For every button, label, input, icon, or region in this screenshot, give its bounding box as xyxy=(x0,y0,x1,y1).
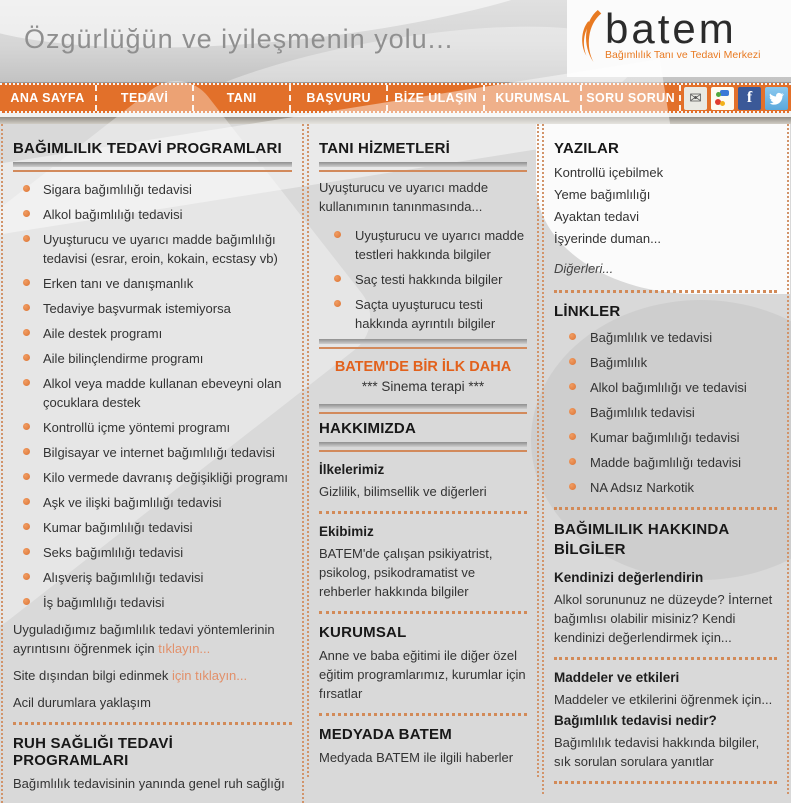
bullet-icon xyxy=(569,483,576,490)
header xyxy=(0,0,791,83)
diagnosis-list xyxy=(319,226,527,333)
treatment-list-item[interactable]: Uyuşturucu ve uyarıcı madde bağımlılığı tedavisi (esrar, eroin, kokain, ecstasy vb) xyxy=(13,230,292,268)
treatment-list-item[interactable]: Tedaviye başvurmak istemiyorsa xyxy=(13,299,292,318)
google-buzz-icon[interactable] xyxy=(711,87,734,110)
mental-health-text: Bağımlılık tedavisinin yanında genel ruh sağlığı xyxy=(13,776,285,791)
logo-text: batem xyxy=(605,5,737,52)
diagnosis-list-item[interactable]: Saç testi hakkında bilgiler xyxy=(319,270,527,289)
note-paragraph: Site dışından bilgi edinmek için tıklayın... xyxy=(13,668,248,683)
nav-social-icons xyxy=(681,85,791,111)
links-list xyxy=(554,328,777,497)
section-divider-bar xyxy=(319,404,527,409)
dotted-divider xyxy=(319,511,527,514)
treatment-list-item[interactable]: Aile bilinçlendirme programı xyxy=(13,349,292,368)
what-is-treatment-heading[interactable]: Bağımlılık tedavisi nedir? xyxy=(554,713,717,728)
treatment-list-item[interactable]: Kilo vermede davranış değişikliği programı xyxy=(13,468,292,487)
bullet-icon xyxy=(569,408,576,415)
article-link[interactable]: Ayaktan tedavi xyxy=(554,209,640,224)
about-team-heading[interactable]: Ekibimiz xyxy=(319,524,374,539)
treatment-list-item[interactable]: Aile destek programı xyxy=(13,324,292,343)
logo-subtitle: Bağımlılık Tanı ve Tedavi Merkezi xyxy=(605,49,761,61)
email-icon[interactable]: ✉ xyxy=(684,87,707,110)
twitter-icon[interactable] xyxy=(765,87,788,110)
section-divider-line xyxy=(319,412,527,414)
section-divider-line xyxy=(319,170,527,172)
section-title-addiction-info: BAĞIMLILIK HAKKINDA BİLGİLER xyxy=(554,521,729,558)
treatment-list-item[interactable]: Seks bağımlılığı tedavisi xyxy=(13,543,292,562)
bullet-icon xyxy=(569,433,576,440)
bullet-icon xyxy=(23,573,30,580)
section-title-about: HAKKIMIZDA xyxy=(319,420,416,437)
substances-text: Maddeler ve etkilerini öğrenmek için... xyxy=(554,692,773,707)
sidebar-section xyxy=(542,124,789,794)
links-list-item[interactable]: NA Adsız Narkotik xyxy=(554,478,777,497)
diagnosis-intro: Uyuşturucu ve uyarıcı madde kullanımının tanınmasında... xyxy=(319,180,489,214)
diagnosis-list-item[interactable]: Uyuşturucu ve uyarıcı madde testleri hakkında bilgiler xyxy=(319,226,527,264)
media-text: Medyada BATEM ile ilgili haberler xyxy=(319,750,514,765)
nav-item[interactable]: TANI xyxy=(194,85,291,111)
diagnosis-section xyxy=(307,124,539,777)
note-paragraph: Acil durumlara yaklaşım xyxy=(13,695,151,710)
bullet-icon xyxy=(334,300,341,307)
section-title-corporate: KURUMSAL xyxy=(319,624,407,641)
nav-item[interactable]: KURUMSAL xyxy=(485,85,582,111)
bullet-icon xyxy=(569,383,576,390)
section-divider-line xyxy=(13,170,292,172)
logo[interactable] xyxy=(567,0,791,77)
about-principles-heading[interactable]: İlkelerimiz xyxy=(319,462,385,477)
articles-more-link[interactable]: Diğerleri... xyxy=(554,261,614,276)
nav-item[interactable]: SORU SORUN xyxy=(582,85,681,111)
note-link[interactable]: için tıklayın... xyxy=(171,668,248,683)
article-link[interactable]: Yeme bağımlılığı xyxy=(554,187,651,202)
treatment-list-item[interactable]: Alışveriş bağımlılığı tedavisi xyxy=(13,568,292,587)
bullet-icon xyxy=(23,210,30,217)
article-link[interactable]: Kontrollü içebilmek xyxy=(554,165,664,180)
treatment-list-item[interactable]: Bilgisayar ve internet bağımlılığı tedavisi xyxy=(13,443,292,462)
logo-flame-icon xyxy=(577,7,603,65)
bullet-icon xyxy=(23,304,30,311)
treatment-list-item[interactable]: Sigara bağımlılığı tedavisi xyxy=(13,180,292,199)
treatment-list-item[interactable]: Kontrollü içme yöntemi programı xyxy=(13,418,292,437)
bullet-icon xyxy=(23,379,30,386)
bullet-icon xyxy=(23,473,30,480)
note-paragraph: Uyguladığımız bağımlılık tedavi yöntemlerinin ayrıntısını öğrenmek için tıklayın... xyxy=(13,622,275,656)
what-is-treatment-text: Bağımlılık tedavisi hakkında bilgiler, sık sorulan sorulara yanıtlar xyxy=(554,735,760,769)
treatment-list xyxy=(13,180,292,612)
nav-item[interactable]: TEDAVİ xyxy=(97,85,194,111)
substances-heading[interactable]: Maddeler ve etkileri xyxy=(554,670,680,685)
links-list-item[interactable]: Bağımlılık tedavisi xyxy=(554,403,777,422)
treatment-list-item[interactable]: Erken tanı ve danışmanlık xyxy=(13,274,292,293)
bullet-icon xyxy=(23,235,30,242)
self-assess-heading[interactable]: Kendinizi değerlendirin xyxy=(554,570,704,585)
treatment-programs-section xyxy=(1,124,304,803)
bullet-icon xyxy=(23,523,30,530)
treatment-list-item[interactable]: İş bağımlılığı tedavisi xyxy=(13,593,292,612)
about-principles-text: Gizlilik, bilimsellik ve diğerleri xyxy=(319,484,487,499)
about-team-text: BATEM'de çalışan psikiyatrist, psikolog, psikodramatist ve rehberler hakkında bilgiler xyxy=(319,546,493,599)
nav-item[interactable]: BAŞVURU xyxy=(291,85,388,111)
self-assess-text: Alkol sorununuz ne düzeyde? İnternet bağımlısı olabilir misiniz? Kendi kendinizi değerlendirmek için... xyxy=(554,592,773,645)
dotted-divider xyxy=(554,507,777,510)
first-again-title[interactable]: BATEM'DE BİR İLK DAHA xyxy=(334,359,512,375)
dotted-divider xyxy=(554,657,777,660)
nav-item[interactable]: ANA SAYFA xyxy=(0,85,97,111)
section-title-links: LİNKLER xyxy=(554,303,621,320)
links-list-item[interactable]: Bağımlılık ve tedavisi xyxy=(554,328,777,347)
treatment-list-item[interactable]: Aşk ve ilişki bağımlılığı tedavisi xyxy=(13,493,292,512)
bullet-icon xyxy=(23,185,30,192)
site-slogan: Özgürlüğün ve iyileşmenin yolu... xyxy=(24,24,454,54)
links-list-item[interactable]: Alkol bağımlılığı ve tedavisi xyxy=(554,378,777,397)
links-list-item[interactable]: Kumar bağımlılığı tedavisi xyxy=(554,428,777,447)
dotted-divider xyxy=(13,722,292,725)
note-link[interactable]: tıklayın... xyxy=(158,641,211,656)
bullet-icon xyxy=(569,333,576,340)
nav-item[interactable]: BİZE ULAŞIN xyxy=(388,85,485,111)
dotted-divider xyxy=(554,290,777,293)
section-title-media: MEDYADA BATEM xyxy=(319,726,452,743)
section-title-treatment: BAĞIMLILIK TEDAVİ PROGRAMLARI xyxy=(13,140,282,157)
section-title-articles: YAZILAR xyxy=(554,140,620,157)
bullet-icon xyxy=(23,548,30,555)
content xyxy=(0,124,791,803)
section-divider-line xyxy=(319,450,527,452)
bullet-icon xyxy=(23,329,30,336)
links-list-item[interactable]: Madde bağımlılığı tedavisi xyxy=(554,453,777,472)
bullet-icon xyxy=(569,358,576,365)
article-link[interactable]: İşyerinde duman... xyxy=(554,231,661,246)
articles-list xyxy=(554,162,777,250)
treatment-notes xyxy=(13,620,292,712)
dotted-divider xyxy=(319,713,527,716)
section-divider-line xyxy=(319,347,527,349)
treatment-list-item[interactable]: Alkol veya madde kullanan ebeveyni olan çocuklara destek xyxy=(13,374,292,412)
dotted-divider xyxy=(319,611,527,614)
first-again-subtitle: *** Sinema terapi *** xyxy=(361,379,485,394)
facebook-icon[interactable]: f xyxy=(738,87,761,110)
bullet-icon xyxy=(23,354,30,361)
corporate-text: Anne ve baba eğitimi ile diğer özel eğitim programlarımız, kurumlar için fırsatlar xyxy=(319,648,526,701)
bullet-icon xyxy=(23,498,30,505)
bullet-icon xyxy=(334,231,341,238)
section-title-mental-health: RUH SAĞLIĞI TEDAVİ PROGRAMLARI xyxy=(13,735,173,769)
section-divider-bar xyxy=(319,442,527,447)
bullet-icon xyxy=(334,275,341,282)
bullet-icon xyxy=(23,423,30,430)
section-divider-bar xyxy=(13,162,292,167)
bullet-icon xyxy=(569,458,576,465)
section-divider-bar xyxy=(319,162,527,167)
bullet-icon xyxy=(23,448,30,455)
treatment-list-item[interactable]: Alkol bağımlılığı tedavisi xyxy=(13,205,292,224)
section-title-diagnosis: TANI HİZMETLERİ xyxy=(319,140,451,157)
diagnosis-list-item[interactable]: Saçta uyuşturucu testi hakkında ayrıntılı bilgiler xyxy=(319,295,527,333)
dotted-divider xyxy=(554,781,777,784)
treatment-list-item[interactable]: Kumar bağımlılığı tedavisi xyxy=(13,518,292,537)
section-divider-bar xyxy=(319,339,527,344)
bullet-icon xyxy=(23,598,30,605)
links-list-item[interactable]: Bağımlılık xyxy=(554,353,777,372)
bullet-icon xyxy=(23,279,30,286)
